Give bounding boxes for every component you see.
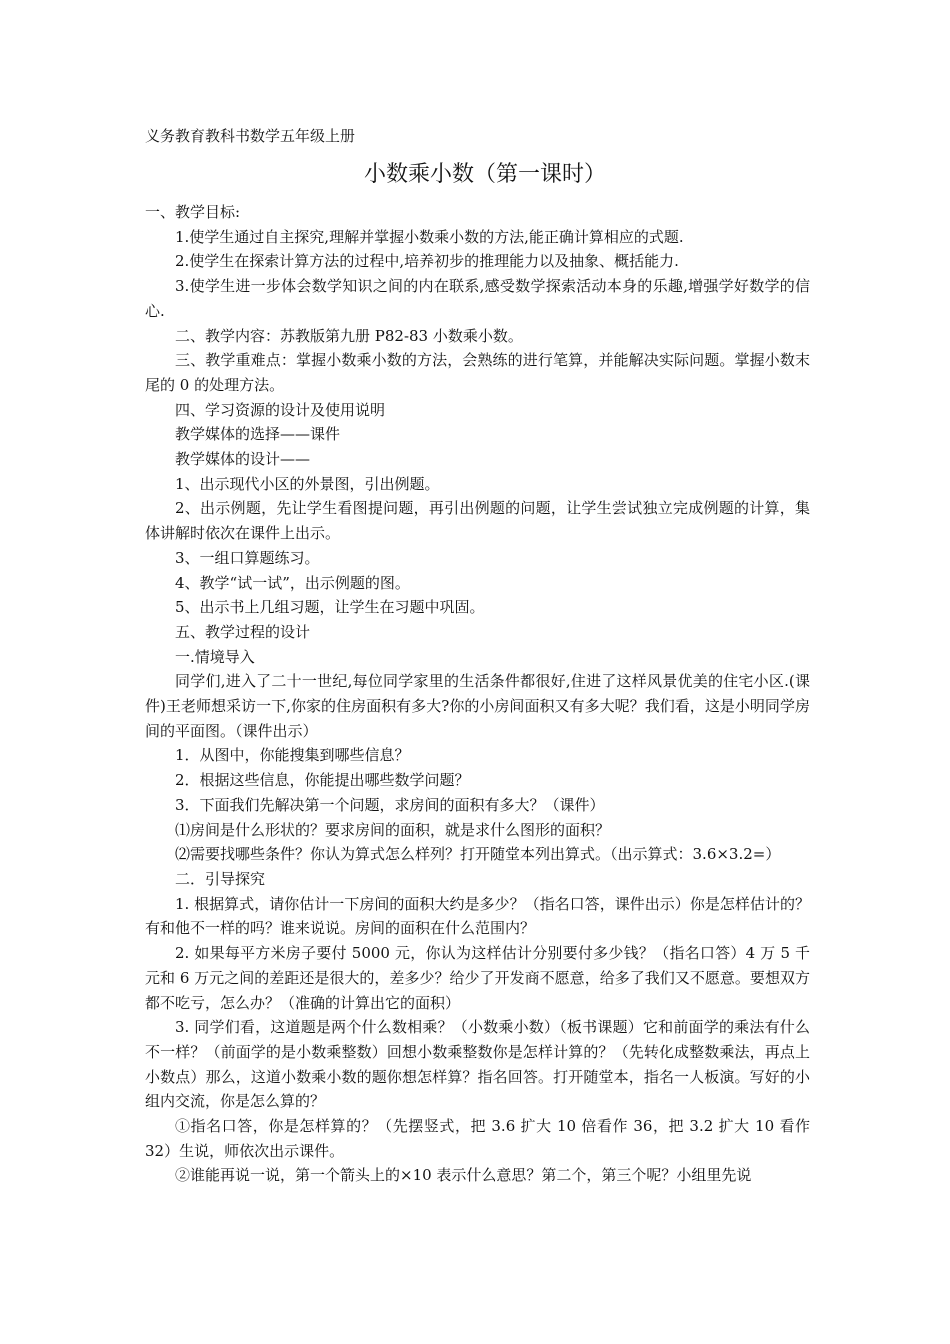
paragraph: 2、出示例题，先让学生看图提问题，再引出例题的问题，让学生尝试独立完成例题的计算，集体讲解时依次在课件上出示。	[145, 499, 810, 543]
paragraph: 教学媒体的选择——课件	[175, 425, 341, 444]
paragraph: 5、出示书上几组习题，让学生在习题中巩固。	[175, 598, 485, 617]
paragraph: ①指名口答，你是怎样算的？（先摆竖式，把 3.6 扩大 10 倍看作 36，把 3.2 扩大 10 看作 32）生说，师依次出示课件。	[145, 1117, 810, 1160]
paragraph: 1、出示现代小区的外景图，引出例题。	[175, 474, 440, 493]
paragraph: 四、学习资源的设计及使用说明	[175, 400, 386, 419]
document-body	[145, 200, 810, 1188]
paragraph: 二．引导探究	[175, 869, 266, 888]
document-header: 义务教育教科书数学五年级上册	[145, 127, 356, 145]
paragraph: 1.使学生通过自主探究,理解并掌握小数乘小数的方法,能正确计算相应的式题.	[175, 227, 684, 246]
paragraph: 二、教学内容：苏教版第九册 P82-83 小数乘小数。	[175, 326, 523, 345]
paragraph: 3、一组口算题练习。	[175, 548, 320, 567]
paragraph: ⑵需要找哪些条件？你认为算式怎么样列？打开随堂本列出算式。（出示算式：3.6×3.2=）	[175, 845, 781, 864]
paragraph: 4、教学“试一试”，出示例题的图。	[175, 573, 410, 592]
paragraph: 1．从图中，你能搜集到哪些信息？	[175, 746, 410, 765]
paragraph: 1. 根据算式，请你估计一下房间的面积大约是多少？（指名口答，课件出示）你是怎样估计的？有和他不一样的吗？谁来说说。房间的面积在什么范围内？	[145, 894, 810, 938]
paragraph: 2. 如果每平方米房子要付 5000 元，你认为这样估计分别要付多少钱？（指名口答）4 万 5 千元和 6 万元之间的差距还是很大的，差多少？给少了开发商不愿意，给多了我们又不愿意。要想双方都不吃亏，怎么办？（准确的计算出它的面积）	[145, 944, 810, 1012]
paragraph: 同学们,进入了二十一世纪,每位同学家里的生活条件都很好,住进了这样风景优美的住宅小区.(课件)王老师想采访一下,你家的住房面积有多大?你的小房间面积又有多大呢？我们看，这是小明同学房间的平面图。（课件出示）	[145, 672, 810, 740]
paragraph: 2.使学生在探索计算方法的过程中,培养初步的推理能力以及抽象、概括能力.	[175, 252, 679, 271]
paragraph: 3. 同学们看，这道题是两个什么数相乘？（小数乘小数）（板书课题）它和前面学的乘法有什么不一样？（前面学的是小数乘整数）回想小数乘整数你是怎样计算的？（先转化成整数乘法，再点上小数点）那么，这道小数乘小数的题你想怎样算？指名回答。打开随堂本，指名一人板演。写好的小组内交流，你是怎么算的？	[145, 1018, 810, 1111]
paragraph: 三、教学重难点：掌握小数乘小数的方法，会熟练的进行笔算，并能解决实际问题。掌握小数末尾的 0 的处理方法。	[145, 351, 810, 394]
paragraph: 教学媒体的设计——	[175, 450, 311, 469]
paragraph: ⑴房间是什么形状的？要求房间的面积，就是求什么图形的面积？	[175, 820, 611, 839]
paragraph: 五、教学过程的设计	[175, 622, 311, 641]
document-title: 小数乘小数（第一课时）	[363, 162, 606, 187]
paragraph: 2．根据这些信息，你能提出哪些数学问题？	[175, 771, 470, 790]
paragraph: 一、教学目标:	[145, 203, 241, 221]
paragraph: 3.使学生进一步体会数学知识之间的内在联系,感受数学探索活动本身的乐趣,增强学好数学的信心.	[145, 277, 810, 320]
paragraph: 一.情境导入	[175, 647, 255, 666]
paragraph: 3．下面我们先解决第一个问题，求房间的面积有多大？（课件）	[175, 795, 605, 814]
paragraph: ②谁能再说一说，第一个箭头上的×10 表示什么意思？第二个，第三个呢？小组里先说	[175, 1166, 752, 1185]
